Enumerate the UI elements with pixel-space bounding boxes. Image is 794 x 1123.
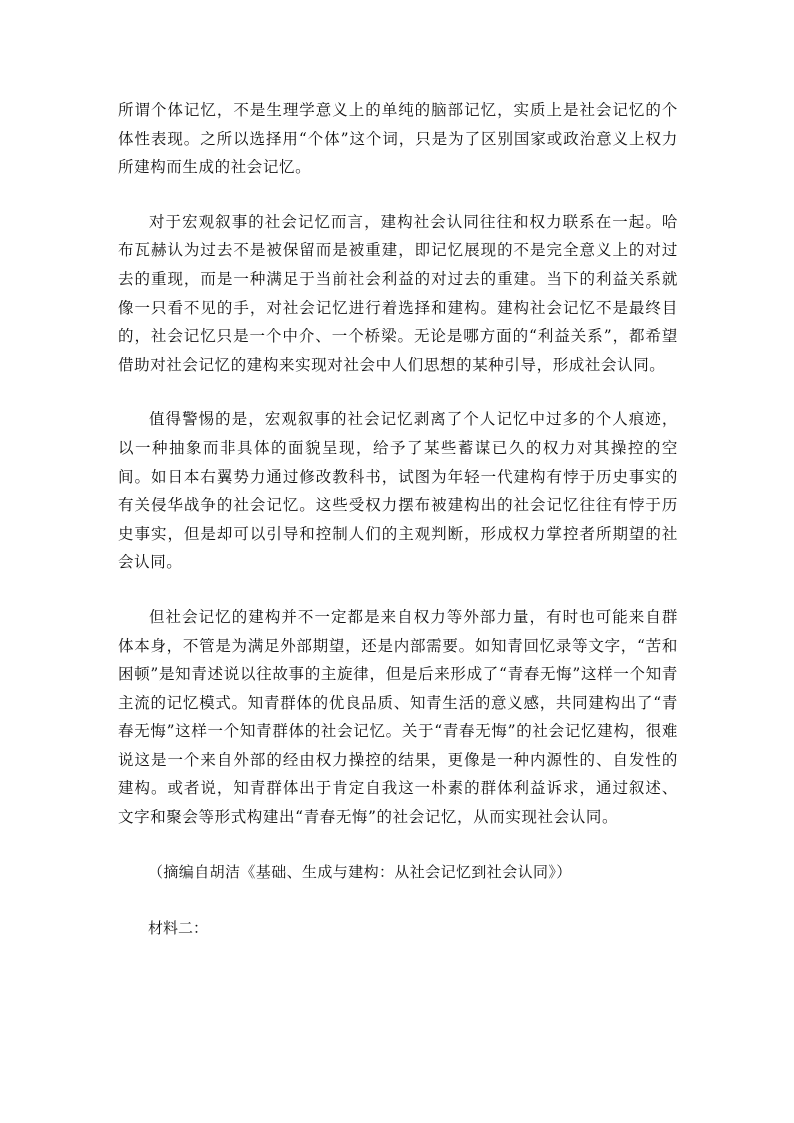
paragraph-group-construction: 但社会记忆的建构并不一定都是来自权力等外部力量，有时也可能来自群体本身，不管是为满足外部期望，还是内部需要。如知青回忆录等文字，“苦和困顿”是知青述说以往故事的主旋律，但是后来形成了“青春无悔”这样一个知青主流的记忆模式。知青群体的优良品质、知青生活的意义感，共同建构出了“青春无悔”这样一个知青群体的社会记忆。关于“青春无悔”的社会记忆建构，很难说这是一个来自外部的经由权力操控的结果，更像是一种内源性的、自发性的建构。或者说，知青群体出于肯定自我这一朴素的群体利益诉求，通过叙述、文字和聚会等形式构建出“青春无悔”的社会记忆，从而实现社会认同。 (118, 607, 678, 827)
document-page (118, 96, 678, 942)
paragraph-macro-narrative: 对于宏观叙事的社会记忆而言，建构社会认同往往和权力联系在一起。哈布瓦赫认为过去不是被保留而是被重建，即记忆展现的不是完全意义上的对过去的重现，而是一种满足于当前社会利益的对过去的重建。当下的利益关系就像一只看不见的手，对社会记忆进行着选择和建构。建构社会记忆不是最终目的，社会记忆只是一个中介、一个桥梁。无论是哪方面的“利益关系”，都希望借助对社会记忆的建构来实现对社会中人们思想的某种引导，形成社会认同。 (118, 212, 678, 374)
source-citation: （摘编自胡洁《基础、生成与建构：从社会记忆到社会认同》） (148, 862, 572, 881)
material-two-label: 材料二： (148, 918, 209, 937)
paragraph-vigilance: 值得警惕的是，宏观叙事的社会记忆剥离了个人记忆中过多的个人痕迹，以一种抽象而非具体的面貌呈现，给予了某些蓄谋已久的权力对其操控的空间。如日本右翼势力通过修改教科书，试图为年轻一代建构有悖于历史事实的有关侵华战争的社会记忆。这些受权力摆布被建构出的社会记忆往往有悖于历史事实，但是却可以引导和控制人们的主观判断，形成权力掌控者所期望的社会认同。 (118, 410, 678, 572)
paragraph-individual-memory: 所谓个体记忆，不是生理学意义上的单纯的脑部记忆，实质上是社会记忆的个体性表现。之所以选择用“个体”这个词，只是为了区别国家或政治意义上权力所建构而生成的社会记忆。 (118, 101, 678, 177)
